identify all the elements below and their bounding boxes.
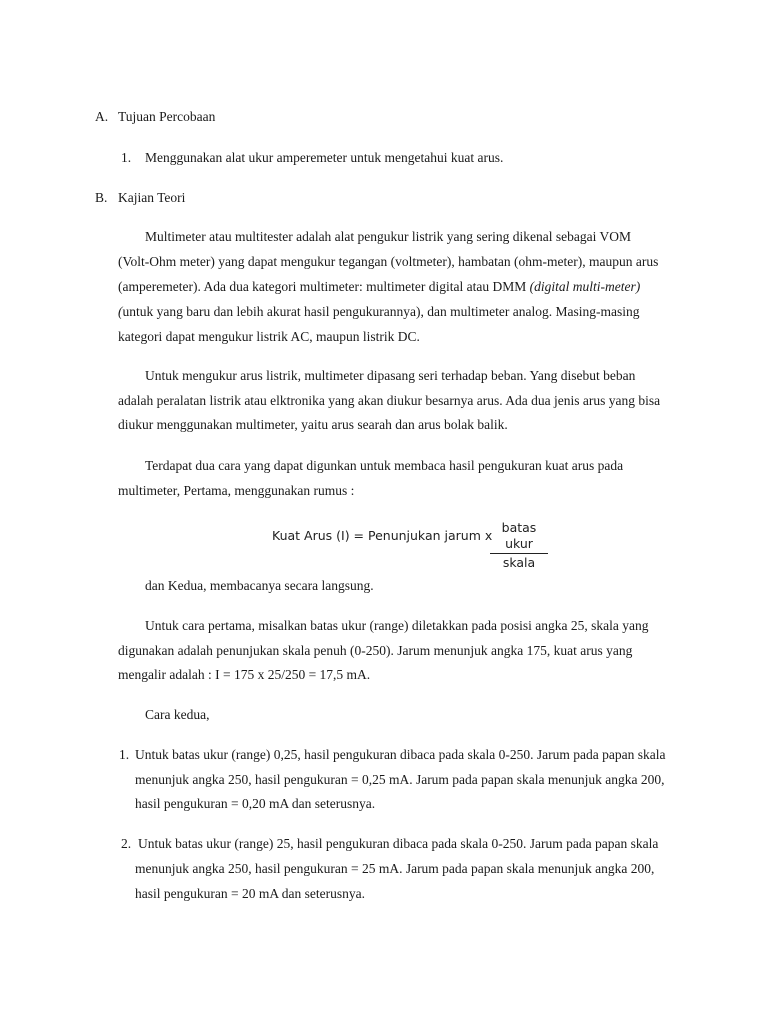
paragraph-5-line: mengalir adalah : I = 175 x 25/250 = 17,5 mA. [118,667,371,682]
paragraph-1-text: untuk yang baru dan lebih akurat hasil pengukurannya), dan multimeter analog. Masing-masing [122,304,640,319]
paragraph-6-line: Cara kedua, [145,707,210,722]
list-item-line: hasil pengukuran = 0,20 mA dan seterusnya. [135,796,376,811]
paragraph-1-line [118,303,640,320]
paragraph-5-line: digunakan adalah penunjukan skala penuh (0-250). Jarum menunjuk angka 175, kuat arus yang [118,643,633,658]
paragraph-1-line: (Volt-Ohm meter) yang dapat mengukur tegangan (voltmeter), hambatan (ohm-meter), maupun arus [118,254,659,269]
section-a-item-text: Menggunakan alat ukur amperemeter untuk mengetahui kuat arus. [145,150,504,165]
paragraph-1-line [118,278,640,295]
section-a-marker: A. [95,109,109,124]
section-b-title: Kajian Teori [118,190,186,205]
formula [272,520,572,570]
paragraph-4-line: dan Kedua, membacanya secara langsung. [145,578,374,593]
paragraph-1-italic-term: (digital multi-meter) [529,279,641,294]
paragraph-1-text: (amperemeter). Ada dua kategori multimeter: multimeter digital atau DMM [118,279,530,294]
formula-denominator: skala [502,555,536,570]
paragraph-2-line: Untuk mengukur arus listrik, multimeter dipasang seri terhadap beban. Yang disebut beban [145,368,636,383]
fraction-bar [490,553,548,554]
paragraph-2-line: diukur menggunakan multimeter, yaitu arus searah dan arus bolak balik. [118,417,508,432]
paragraph-5-line: Untuk cara pertama, misalkan batas ukur (range) diletakkan pada posisi angka 25, skala yang [145,618,649,633]
section-a-item-number: 1. [121,150,132,165]
section-b-marker: B. [95,190,108,205]
paragraph-3-line: multimeter, Pertama, menggunakan rumus : [118,483,355,498]
list-item-line: menunjuk angka 250, hasil pengukuran = 25 mA. Jarum pada papan skala menunjuk angka 200, [135,861,655,876]
formula-lhs: Kuat Arus (I) = Penunjukan jarum x [272,528,493,543]
formula-numerator: batas ukur [501,520,537,551]
list-item-number: 2. [121,836,132,851]
paragraph-1-line: kategori dapat mengukur listrik AC, maupun listrik DC. [118,329,420,344]
list-item-line: Untuk batas ukur (range) 25, hasil pengukuran dibaca pada skala 0-250. Jarum pada papan skala [138,836,659,851]
section-a-title: Tujuan Percobaan [118,109,216,124]
paragraph-2-line: adalah peralatan listrik atau elktronika yang akan diukur besarnya arus. Ada dua jenis arus yang bisa [118,393,661,408]
list-item-line: Untuk batas ukur (range) 0,25, hasil pengukuran dibaca pada skala 0-250. Jarum pada papan skala [135,747,666,762]
paragraph-3-line: Terdapat dua cara yang dapat digunkan untuk membaca hasil pengukuran kuat arus pada [145,458,624,473]
formula-fraction [488,520,550,571]
list-item-line: hasil pengukuran = 20 mA dan seterusnya. [135,886,365,901]
list-item-line: menunjuk angka 250, hasil pengukuran = 0,25 mA. Jarum pada papan skala menunjuk angka 200, [135,772,665,787]
paragraph-1-italic-paren: ( [118,304,123,319]
paragraph-1-line: Multimeter atau multitester adalah alat pengukur listrik yang sering dikenal sebagai VOM [145,229,631,244]
list-item-number: 1. [119,747,130,762]
